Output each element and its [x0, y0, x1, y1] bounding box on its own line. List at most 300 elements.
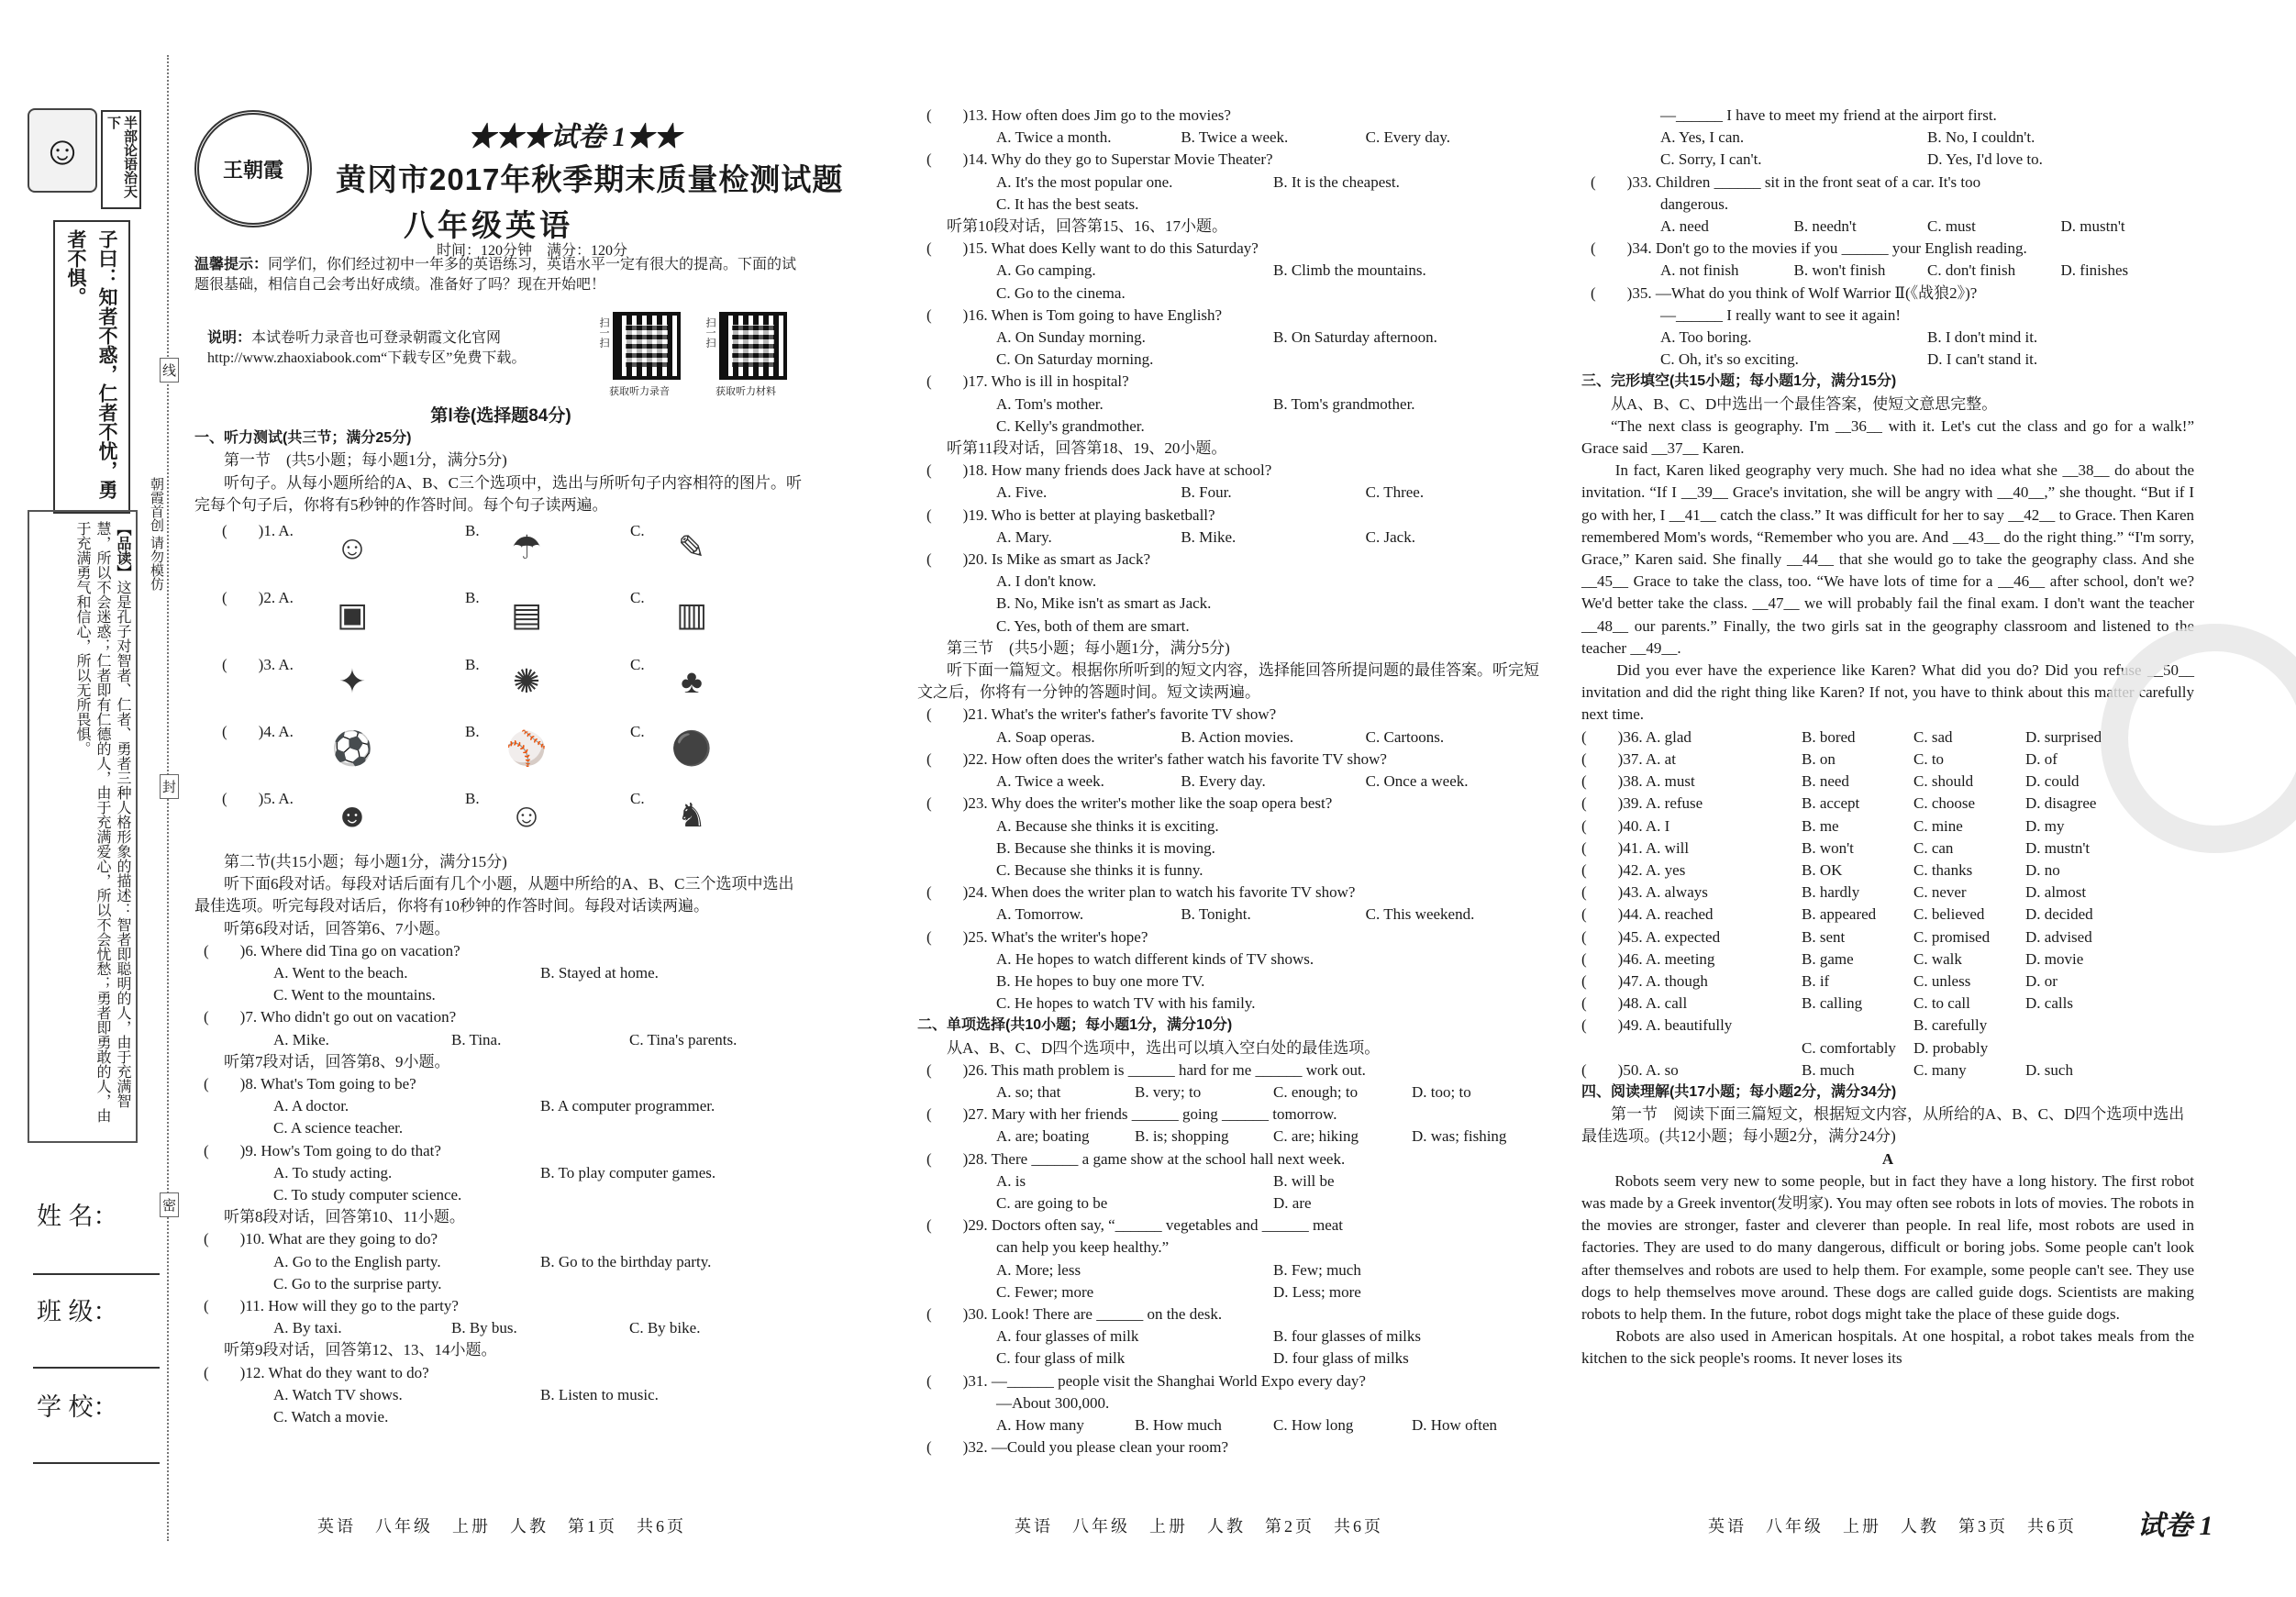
answer-option[interactable]: D. disagree [2025, 794, 2097, 813]
page1-footer: 英语 八年级 上册 人教 第1页 共6页 [317, 1517, 686, 1536]
exam-badge-text: 试卷 1 [550, 122, 627, 152]
answer-option[interactable]: B. Twice a week. [1181, 128, 1289, 147]
answer-option[interactable]: B. me [1802, 816, 1839, 835]
answer-option[interactable]: D. I can't stand it. [1927, 350, 2038, 369]
answer-option[interactable]: A. four glasses of milk [996, 1327, 1139, 1346]
exam-badge: ★★★试卷 1★★ [468, 122, 682, 152]
answer-option[interactable]: D. no [2025, 860, 2060, 879]
answer-option[interactable]: C. promised [1913, 927, 1991, 946]
answer-option[interactable]: B. Climb the mountains. [1273, 261, 1426, 280]
question-stem: ( )20. Is Mike as smart as Jack? [926, 550, 1151, 569]
answer-option[interactable]: C. to call [1913, 994, 1970, 1013]
answer-option[interactable]: C. four glass of milk [996, 1349, 1126, 1368]
answer-option[interactable]: A. It's the most popular one. [996, 172, 1173, 191]
section-title: 三、完形填空(共15小题；每小题1分，满分15分) [1581, 373, 1897, 390]
answer-option[interactable]: B. Few; much [1273, 1260, 1361, 1279]
option-picture-icon[interactable]: ⚽ [331, 729, 373, 767]
question-stem: ( )14. Why do they go to Superstar Movie Theater? [926, 150, 1273, 169]
answer-option[interactable]: —About 300,000. [996, 1393, 1110, 1412]
answer-option[interactable]: D. advised [2025, 927, 2092, 946]
option-row [917, 260, 1550, 282]
answer-option[interactable]: C. Jack. [1365, 527, 1415, 546]
option-row [917, 837, 1550, 859]
answer-option[interactable]: B. Go to the birthday party. [540, 1252, 712, 1270]
option-picture-icon[interactable]: ♣ [681, 662, 703, 700]
answer-option[interactable]: C. Go to the surprise party. [273, 1274, 442, 1292]
option-row [917, 593, 1550, 615]
answer-option[interactable]: —______ I really want to see it again! [1660, 305, 1902, 324]
answer-option[interactable]: C. Every day. [1365, 128, 1451, 147]
answer-option[interactable]: B. Stayed at home. [540, 964, 659, 982]
answer-option[interactable]: A. A doctor. [273, 1097, 349, 1115]
answer-option[interactable]: A. not finish [1660, 261, 1739, 280]
option-row [917, 172, 1550, 194]
answer-option[interactable]: B. Four. [1181, 483, 1232, 502]
question-stem: ( )33. Children ______ sit in the front seat of a car. It's too [1591, 172, 1981, 191]
answer-option[interactable]: D. surprised [2025, 727, 2102, 746]
option-row [917, 1325, 1550, 1347]
option-row [917, 970, 1550, 993]
answer-option[interactable]: ( )47. A. though [1581, 971, 1708, 990]
passage-a: Robots seem very new to some people, but in fact they have a long history. The first robot was made by a Greek inventor(发明家). You may often see robots in lots of movies. The robots in the movies are stronger, faster and cleverer than people. In real life, most robots are used in factories. They are used to do many dangerous, difficult or boring jobs. Some people can't look after themselves and robots are used to help them. For example, some people can't see. They use dogs to help themselves move around. These dogs are called guide dogs. Scientists are making robots to help them. In the future, robot dogs might take the place of these guide dogs. Robots are also used in American hospitals. At one hospital, a robot takes meals from the kitchen to the sick people's rooms. It never loses its [1581, 1171, 2194, 1368]
question-stem: ( )6. Where did Tina go on vacation? [204, 941, 460, 959]
answer-option[interactable]: ( )41. A. will [1581, 838, 1690, 857]
answer-option[interactable]: D. mustn't [2025, 838, 2091, 857]
side-stamp: 朝霞首创 请勿模仿 [149, 477, 163, 591]
option-row [194, 962, 807, 984]
answer-option[interactable]: B. won't finish [1793, 261, 1886, 280]
cloze-option-row [1581, 904, 2194, 926]
answer-option[interactable]: D. calls [2025, 994, 2073, 1013]
answer-option[interactable]: B. will be [1273, 1171, 1335, 1190]
answer-option[interactable]: D. or [2025, 971, 2058, 990]
qr2-caption: 获取听力材料 [715, 386, 776, 397]
answer-option[interactable]: C. mine [1913, 816, 1963, 835]
question-stem: ( )18. How many friends does Jack have at school? [926, 461, 1272, 480]
answer-option[interactable]: C. Kelly's grandmother. [996, 416, 1145, 435]
answer-option[interactable]: C. thanks [1913, 860, 1973, 879]
answer-option[interactable]: ( )39. A. refuse [1581, 794, 1703, 813]
answer-option[interactable]: A. need [1660, 217, 1709, 236]
cloze-option-row [1581, 1037, 2194, 1059]
name-label: 姓 名： [37, 1203, 118, 1230]
option-label: B. [465, 790, 480, 808]
cloze-option-row [1581, 793, 2194, 815]
answer-option[interactable]: ( )37. A. at [1581, 749, 1676, 768]
option-row [917, 859, 1550, 882]
option-row [917, 616, 1550, 638]
cut-char-3: 密 [160, 1192, 179, 1217]
answer-option[interactable]: D. Yes, I'd love to. [1927, 150, 2043, 169]
cloze-passage: “The next class is geography. I'm __36__ with it. Let's cut the class and go for a walk!” Grace said __37__ Karen. In fact, Karen liked geography very much. She had no idea what she __38__ do about the invitation. “If I __39__ Grace's invitation, she will be angry with __40__,” she thought. “But if I go with her, I __41__ catch the class.” It was difficult for her to say __42__ to Grace. Then Karen remembered Mom's words, “Remember who you are. And __43__ do the right thing.” “I'm sorry, Grace,” Karen said. She finally __44__ that she would go to take the geography class. And she __45__ Grace to take the class, too. “We have lots of time for a __46__ after school, don't we? We'd better take the class. __47__ we will probably fail the final exam. I don't want the teacher __48__ our parents.” Finally, the two girls sat in the geography classroom and listened to the teacher __49__. Did you ever have the experience like Karen? What did you do? Did you refuse __50__ invitation and did the right thing like Karen? If not, you have to think about this matter carefully next time. [1581, 416, 2194, 724]
answer-option[interactable]: A. Because she thinks it is exciting. [996, 816, 1219, 835]
answer-option[interactable]: A. Yes, I can. [1660, 128, 1745, 147]
answer-option[interactable]: D. such [2025, 1060, 2073, 1079]
answer-option[interactable]: C. unless [1913, 971, 1971, 990]
option-picture-icon[interactable]: ✦ [338, 662, 367, 700]
option-label: C. [630, 589, 645, 607]
answer-option[interactable]: B. Listen to music. [540, 1385, 659, 1403]
answer-option[interactable]: D. was; fishing [1412, 1127, 1507, 1146]
option-picture-icon[interactable]: ☺ [335, 528, 370, 566]
answer-option[interactable]: C. many [1913, 1060, 1967, 1079]
option-row [917, 1259, 1550, 1281]
answer-option[interactable]: B. Every day. [1181, 772, 1266, 791]
option-row [917, 1392, 1550, 1414]
note-block [207, 328, 583, 369]
instruction-line: 听第11段对话，回答第18、19、20小题。 [947, 439, 1227, 458]
answer-option[interactable]: A. are; boating [996, 1127, 1090, 1146]
instruction-paragraph: 听下面一篇短文。根据你所听到的短文内容，选择能回答所提问题的最佳答案。听完短文之后，你将有一分钟的答题时间。短文读两遍。 [917, 661, 1539, 702]
answer-option[interactable]: B. very; to [1135, 1082, 1202, 1101]
option-picture-icon[interactable]: ▣ [336, 595, 368, 633]
answer-option[interactable]: B. on [1802, 749, 1836, 768]
option-row [194, 1251, 807, 1273]
question-stem: ( )16. When is Tom going to have English? [926, 305, 1223, 324]
cut-char-2: 封 [160, 774, 179, 799]
answer-option[interactable]: C. He hopes to watch TV with his family. [996, 994, 1256, 1013]
note-label: 说明： [207, 330, 252, 346]
answer-option[interactable]: C. never [1913, 883, 1967, 902]
option-row [1581, 260, 2194, 282]
question-stem: ( )35. —What do you think of Wolf Warrior Ⅱ(《战狼2》)? [1591, 283, 1978, 302]
option-picture-icon[interactable]: ▤ [510, 595, 542, 633]
answer-option[interactable]: B. He hopes to buy one more TV. [996, 971, 1205, 990]
answer-option[interactable]: A. Soap operas. [996, 727, 1095, 746]
cloze-option-row [1581, 948, 2194, 970]
option-picture-icon[interactable]: ☺ [509, 796, 544, 834]
answer-option[interactable]: A. Go to the English party. [273, 1252, 441, 1270]
answer-option[interactable]: A. By taxi. [273, 1319, 342, 1337]
answer-option[interactable]: D. four glass of milks [1273, 1349, 1409, 1368]
option-row [1581, 105, 2194, 127]
picture-question [194, 650, 807, 717]
answer-option[interactable]: D. decided [2025, 905, 2093, 924]
option-label: C. [630, 723, 645, 741]
option-picture-icon[interactable]: ☂ [511, 528, 542, 566]
answer-option[interactable]: B. No, Mike isn't as smart as Jack. [996, 594, 1212, 613]
option-row [194, 1162, 807, 1184]
option-row [917, 1170, 1550, 1192]
answer-option[interactable]: C. believed [1913, 905, 1985, 924]
answer-option[interactable]: B. needn't [1793, 217, 1857, 236]
option-row [917, 349, 1550, 371]
option-row [194, 1095, 807, 1117]
answer-option[interactable]: B. OK [1802, 860, 1843, 879]
answer-option[interactable]: A. so; that [996, 1082, 1061, 1101]
answer-option[interactable]: B. By bus. [451, 1319, 517, 1337]
answer-option[interactable]: D. almost [2025, 883, 2087, 902]
option-label: B. [465, 656, 480, 674]
answer-option[interactable]: C. don't finish [1927, 261, 2016, 280]
answer-option[interactable]: ( )42. A. yes [1581, 860, 1686, 879]
s2-instr: 听下面6段对话。每段对话后面有几个小题，从题中所给的A、B、C三个选项中选出最佳选项。听完每段对话后，你将有10秒钟的作答时间。每段对话读两遍。 [194, 875, 794, 915]
answer-option[interactable]: C. By bike. [629, 1319, 701, 1337]
answer-option[interactable]: C. Because she thinks it is funny. [996, 860, 1203, 879]
answer-option[interactable]: A. Go camping. [996, 261, 1096, 280]
answer-option[interactable]: C. Fewer; more [996, 1282, 1094, 1301]
pindu-label: 【品读】 [115, 521, 130, 580]
answer-option[interactable]: C. to [1913, 749, 1945, 768]
answer-option[interactable]: —______ I have to meet my friend at the airport first. [1660, 106, 1997, 124]
answer-option[interactable]: C. Watch a movie. [273, 1408, 389, 1426]
answer-option[interactable] [2025, 1037, 2137, 1059]
answer-option[interactable]: A. I don't know. [996, 572, 1097, 591]
answer-option[interactable]: dangerous. [1660, 194, 1729, 213]
option-picture-icon[interactable]: ▥ [675, 595, 707, 633]
option-picture-icon[interactable]: ⚾ [505, 729, 548, 767]
option-row [1581, 327, 2194, 349]
answer-option[interactable]: B. bored [1802, 727, 1856, 746]
question-stem: ( )22. How often does the writer's father watch his favorite TV show? [926, 749, 1387, 768]
tip-block [194, 255, 805, 295]
option-row [1581, 149, 2194, 171]
answer-option[interactable]: A. To study acting. [273, 1163, 393, 1181]
answer-option[interactable]: C. Tina's parents. [629, 1030, 738, 1048]
answer-option[interactable]: C. This weekend. [1365, 905, 1475, 924]
answer-option[interactable]: B. A computer programmer. [540, 1097, 715, 1115]
answer-option[interactable] [1802, 1015, 1913, 1037]
answer-option[interactable]: ( )43. A. always [1581, 883, 1708, 902]
picture-question [194, 583, 807, 650]
answer-option[interactable]: D. my [2025, 816, 2065, 835]
answer-option[interactable]: C. Yes, both of them are smart. [996, 616, 1190, 635]
answer-option[interactable]: A. is [996, 1171, 1026, 1190]
answer-option[interactable] [2025, 1015, 2137, 1037]
question-stem: ( )29. Doctors often say, “______ vegetables and ______ meat [926, 1216, 1344, 1235]
answer-option[interactable]: D. mustn't [2060, 217, 2125, 236]
option-row [917, 416, 1550, 438]
answer-option[interactable]: C. choose [1913, 794, 1976, 813]
answer-option[interactable]: ( )50. A. so [1581, 1060, 1679, 1079]
answer-option[interactable]: C. Oh, it's so exciting. [1660, 350, 1799, 369]
answer-option[interactable]: B. game [1802, 949, 1854, 968]
answer-option[interactable]: D. How often [1412, 1415, 1498, 1434]
answer-option[interactable]: A. Watch TV shows. [273, 1385, 403, 1403]
answer-option[interactable]: D. Less; more [1273, 1282, 1361, 1301]
answer-option[interactable]: A. Five. [996, 483, 1048, 502]
answer-option[interactable]: C. How long [1273, 1415, 1354, 1434]
answer-option[interactable]: C. are; hiking [1273, 1127, 1359, 1146]
option-row [917, 394, 1550, 416]
answer-option[interactable]: B. four glasses of milks [1273, 1327, 1422, 1346]
question-number: ( )1. A. [222, 522, 294, 540]
answer-option[interactable]: can help you keep healthy.” [996, 1238, 1170, 1257]
option-row [1581, 194, 2194, 216]
answer-option[interactable]: B. appeared [1802, 905, 1877, 924]
answer-option[interactable]: D. probably [1913, 1038, 1989, 1057]
answer-option[interactable]: C. Three. [1365, 483, 1425, 502]
quote-title: 子曰：知者不惑，仁者不忧，勇者不惧。 [53, 220, 130, 514]
option-row [1581, 216, 2194, 238]
answer-option[interactable]: C. Go to the cinema. [996, 283, 1126, 302]
answer-option[interactable]: B. Because she thinks it is moving. [996, 838, 1215, 857]
option-row [917, 1414, 1550, 1436]
instruction-line: 听第8段对话，回答第10、11小题。 [224, 1208, 465, 1226]
option-row [917, 327, 1550, 349]
answer-option[interactable]: C. can [1913, 838, 1954, 857]
answer-option[interactable]: A. Twice a month. [996, 128, 1112, 147]
answer-option[interactable]: A. Tomorrow. [996, 905, 1084, 924]
answer-option[interactable]: B. is; shopping [1135, 1127, 1229, 1146]
answer-option[interactable]: A. Mary. [996, 527, 1052, 546]
answer-option[interactable]: ( )40. A. I [1581, 816, 1670, 835]
strip-badge: 半部论语治天下 [101, 110, 141, 209]
answer-option[interactable]: C. must [1927, 217, 1976, 236]
answer-option[interactable]: D. of [2025, 749, 2058, 768]
question-number: ( )3. A. [222, 656, 294, 674]
cloze-option-row [1581, 859, 2194, 882]
option-row [917, 1347, 1550, 1370]
answer-option[interactable]: B. Action movies. [1181, 727, 1294, 746]
answer-option[interactable]: C. A science teacher. [273, 1119, 404, 1137]
answer-option[interactable]: A. Tom's mother. [996, 394, 1104, 413]
answer-option[interactable]: C. Sorry, I can't. [1660, 150, 1762, 169]
answer-option[interactable]: C. enough; to [1273, 1082, 1359, 1101]
answer-option[interactable]: B. On Saturday afternoon. [1273, 328, 1437, 347]
answer-option[interactable]: C. walk [1913, 949, 1962, 968]
answer-option[interactable]: C. comfortably [1802, 1038, 1896, 1057]
answer-option[interactable]: B. To play computer games. [540, 1163, 716, 1181]
answer-option[interactable]: A. Went to the beach. [273, 964, 408, 982]
answer-option[interactable]: C. It has the best seats. [996, 194, 1139, 213]
answer-option[interactable]: ( )49. A. beautifully [1581, 1016, 1733, 1035]
answer-option[interactable]: B. I don't mind it. [1927, 328, 2038, 347]
question-stem: ( )9. How's Tom going to do that? [204, 1141, 441, 1159]
cloze-option-row [1581, 993, 2194, 1015]
answer-option[interactable]: D. movie [2025, 949, 2084, 968]
answer-option[interactable]: A. He hopes to watch different kinds of TV shows. [996, 949, 1314, 968]
answer-option[interactable]: B. Tom's grandmother. [1273, 394, 1415, 413]
page1-questions [194, 918, 807, 1429]
answer-option[interactable]: C. Once a week. [1365, 772, 1469, 791]
page3-footer: 英语 八年级 上册 人教 第3页 共6页 [1708, 1517, 2077, 1536]
answer-option[interactable]: D. too; to [1412, 1082, 1471, 1101]
option-picture-icon[interactable]: ☻ [335, 796, 370, 834]
answer-option[interactable]: B. need [1802, 772, 1849, 791]
page3-footer-badge: 试卷 1 [2137, 1511, 2213, 1541]
answer-option[interactable]: A. Twice a week. [996, 772, 1104, 791]
option-row [917, 815, 1550, 837]
answer-option[interactable]: B. if [1802, 971, 1830, 990]
name-line[interactable] [33, 1273, 160, 1275]
option-row [917, 993, 1550, 1015]
answer-option[interactable]: C. should [1913, 772, 1974, 791]
cloze-option-row [1581, 837, 2194, 859]
qr-code-material[interactable] [719, 312, 787, 380]
answer-option[interactable]: B. hardly [1802, 883, 1860, 902]
option-row [917, 1192, 1550, 1214]
note-text: 本试卷听力录音也可登录朝霞文化官网http://www.zhaoxiabook.com“下载专区”免费下载。 [207, 330, 527, 366]
question-stem: ( )30. Look! There are ______ on the desk. [926, 1304, 1223, 1323]
answer-option[interactable]: B. accept [1802, 794, 1860, 813]
answer-option[interactable]: B. Tina. [451, 1030, 502, 1048]
reading-instr: 第一节 阅读下面三篇短文，根据短文内容，从所给的A、B、C、D四个选项中选出最佳选项。(共12小题；每小题2分，满分24分) [1581, 1105, 2185, 1146]
question-number: ( )4. A. [222, 723, 294, 741]
answer-option[interactable]: B. much [1802, 1060, 1855, 1079]
page2-questions [917, 105, 1550, 1458]
option-row [917, 571, 1550, 593]
listening-title: 一、听力测试(共三节；满分25分) [194, 430, 412, 447]
option-picture-icon[interactable]: ✎ [677, 528, 706, 566]
answer-option[interactable]: A. How many [996, 1415, 1084, 1434]
question-stem: ( )25. What's the writer's hope? [926, 927, 1148, 946]
answer-option[interactable]: C. Went to the mountains. [273, 986, 436, 1004]
option-picture-icon[interactable]: ⚫ [671, 729, 713, 767]
logo [194, 110, 312, 227]
page2-footer: 英语 八年级 上册 人教 第2页 共6页 [1015, 1517, 1383, 1536]
answer-option[interactable]: D. finishes [2060, 261, 2129, 280]
answer-option[interactable]: ( )44. A. reached [1581, 905, 1714, 924]
answer-option[interactable]: D. could [2025, 772, 2080, 791]
reading-title: 四、阅读理解(共17小题；每小题2分，满分34分) [1581, 1083, 1897, 1100]
answer-option[interactable]: C. On Saturday morning. [996, 350, 1154, 369]
passage-label: A [1881, 1149, 1894, 1168]
answer-option[interactable]: C. Cartoons. [1365, 727, 1445, 746]
answer-option[interactable]: ( )38. A. must [1581, 772, 1695, 791]
option-picture-icon[interactable]: ✺ [512, 662, 541, 700]
qr-code-audio[interactable] [613, 312, 681, 380]
answer-option[interactable]: A. Mike. [273, 1030, 329, 1048]
instruction-line: 听第10段对话，回答第15、16、17小题。 [947, 217, 1227, 236]
answer-option[interactable]: B. won't [1802, 838, 1854, 857]
instruction-line: 听第7段对话，回答第8、9小题。 [224, 1052, 450, 1070]
option-label: C. [630, 656, 645, 674]
question-stem: ( )27. Mary with her friends ______ going ______ tomorrow. [926, 1105, 1337, 1124]
option-row [1581, 127, 2194, 149]
question-stem: ( )12. What do they want to do? [204, 1363, 429, 1381]
page3-questions [1581, 105, 2194, 416]
option-picture-icon[interactable]: ♞ [676, 796, 707, 834]
answer-option[interactable]: ( )46. A. meeting [1581, 949, 1715, 968]
option-row [917, 127, 1550, 149]
answer-option[interactable]: B. It is the cheapest. [1273, 172, 1400, 191]
answer-option[interactable] [1581, 1037, 1802, 1059]
class-line[interactable] [33, 1367, 160, 1369]
part1-title: 第Ⅰ卷(选择题84分) [430, 406, 571, 426]
answer-option[interactable]: B. carefully [1913, 1016, 1988, 1035]
answer-option[interactable]: A. On Sunday morning. [996, 328, 1146, 347]
instruction-paragraph: 从A、B、C、D中选出一个最佳答案，使短文意思完整。 [1611, 394, 1998, 413]
question-stem: ( )24. When does the writer plan to watch his favorite TV show? [926, 883, 1356, 902]
answer-option[interactable]: ( )36. A. glad [1581, 727, 1691, 746]
answer-option[interactable]: B. Tonight. [1181, 905, 1251, 924]
answer-option[interactable]: ( )45. A. expected [1581, 927, 1721, 946]
school-line[interactable] [33, 1462, 160, 1464]
answer-option[interactable]: B. calling [1802, 994, 1863, 1013]
answer-option[interactable]: B. No, I couldn't. [1927, 128, 2035, 147]
tip-text: 同学们，你们经过初中一年多的英语练习，英语水平一定有很大的提高。下面的试题很基础，相信自己会考出好成绩。准备好了吗？现在开始吧！ [194, 257, 797, 293]
answer-option[interactable]: A. Too boring. [1660, 328, 1752, 347]
picture-questions [194, 516, 807, 851]
tip-label: 温馨提示： [194, 257, 269, 272]
answer-option[interactable]: D. are [1273, 1193, 1312, 1212]
answer-option[interactable]: B. How much [1135, 1415, 1222, 1434]
option-label: C. [630, 522, 645, 540]
answer-option[interactable]: A. More; less [996, 1260, 1081, 1279]
answer-option[interactable]: C. are going to be [996, 1193, 1108, 1212]
answer-option[interactable]: B. Mike. [1181, 527, 1237, 546]
question-stem: ( )19. Who is better at playing basketball? [926, 505, 1215, 524]
question-number: ( )5. A. [222, 790, 294, 808]
exam-subtitle: 八年级英语 [404, 208, 573, 242]
answer-option[interactable]: C. To study computer science. [273, 1186, 462, 1204]
question-stem: ( )21. What's the writer's father's favorite TV show? [926, 705, 1277, 724]
answer-option[interactable]: B. sent [1802, 927, 1846, 946]
answer-option[interactable]: ( )48. A. call [1581, 994, 1688, 1013]
page1-body [194, 405, 807, 1428]
answer-option[interactable]: C. sad [1913, 727, 1953, 746]
